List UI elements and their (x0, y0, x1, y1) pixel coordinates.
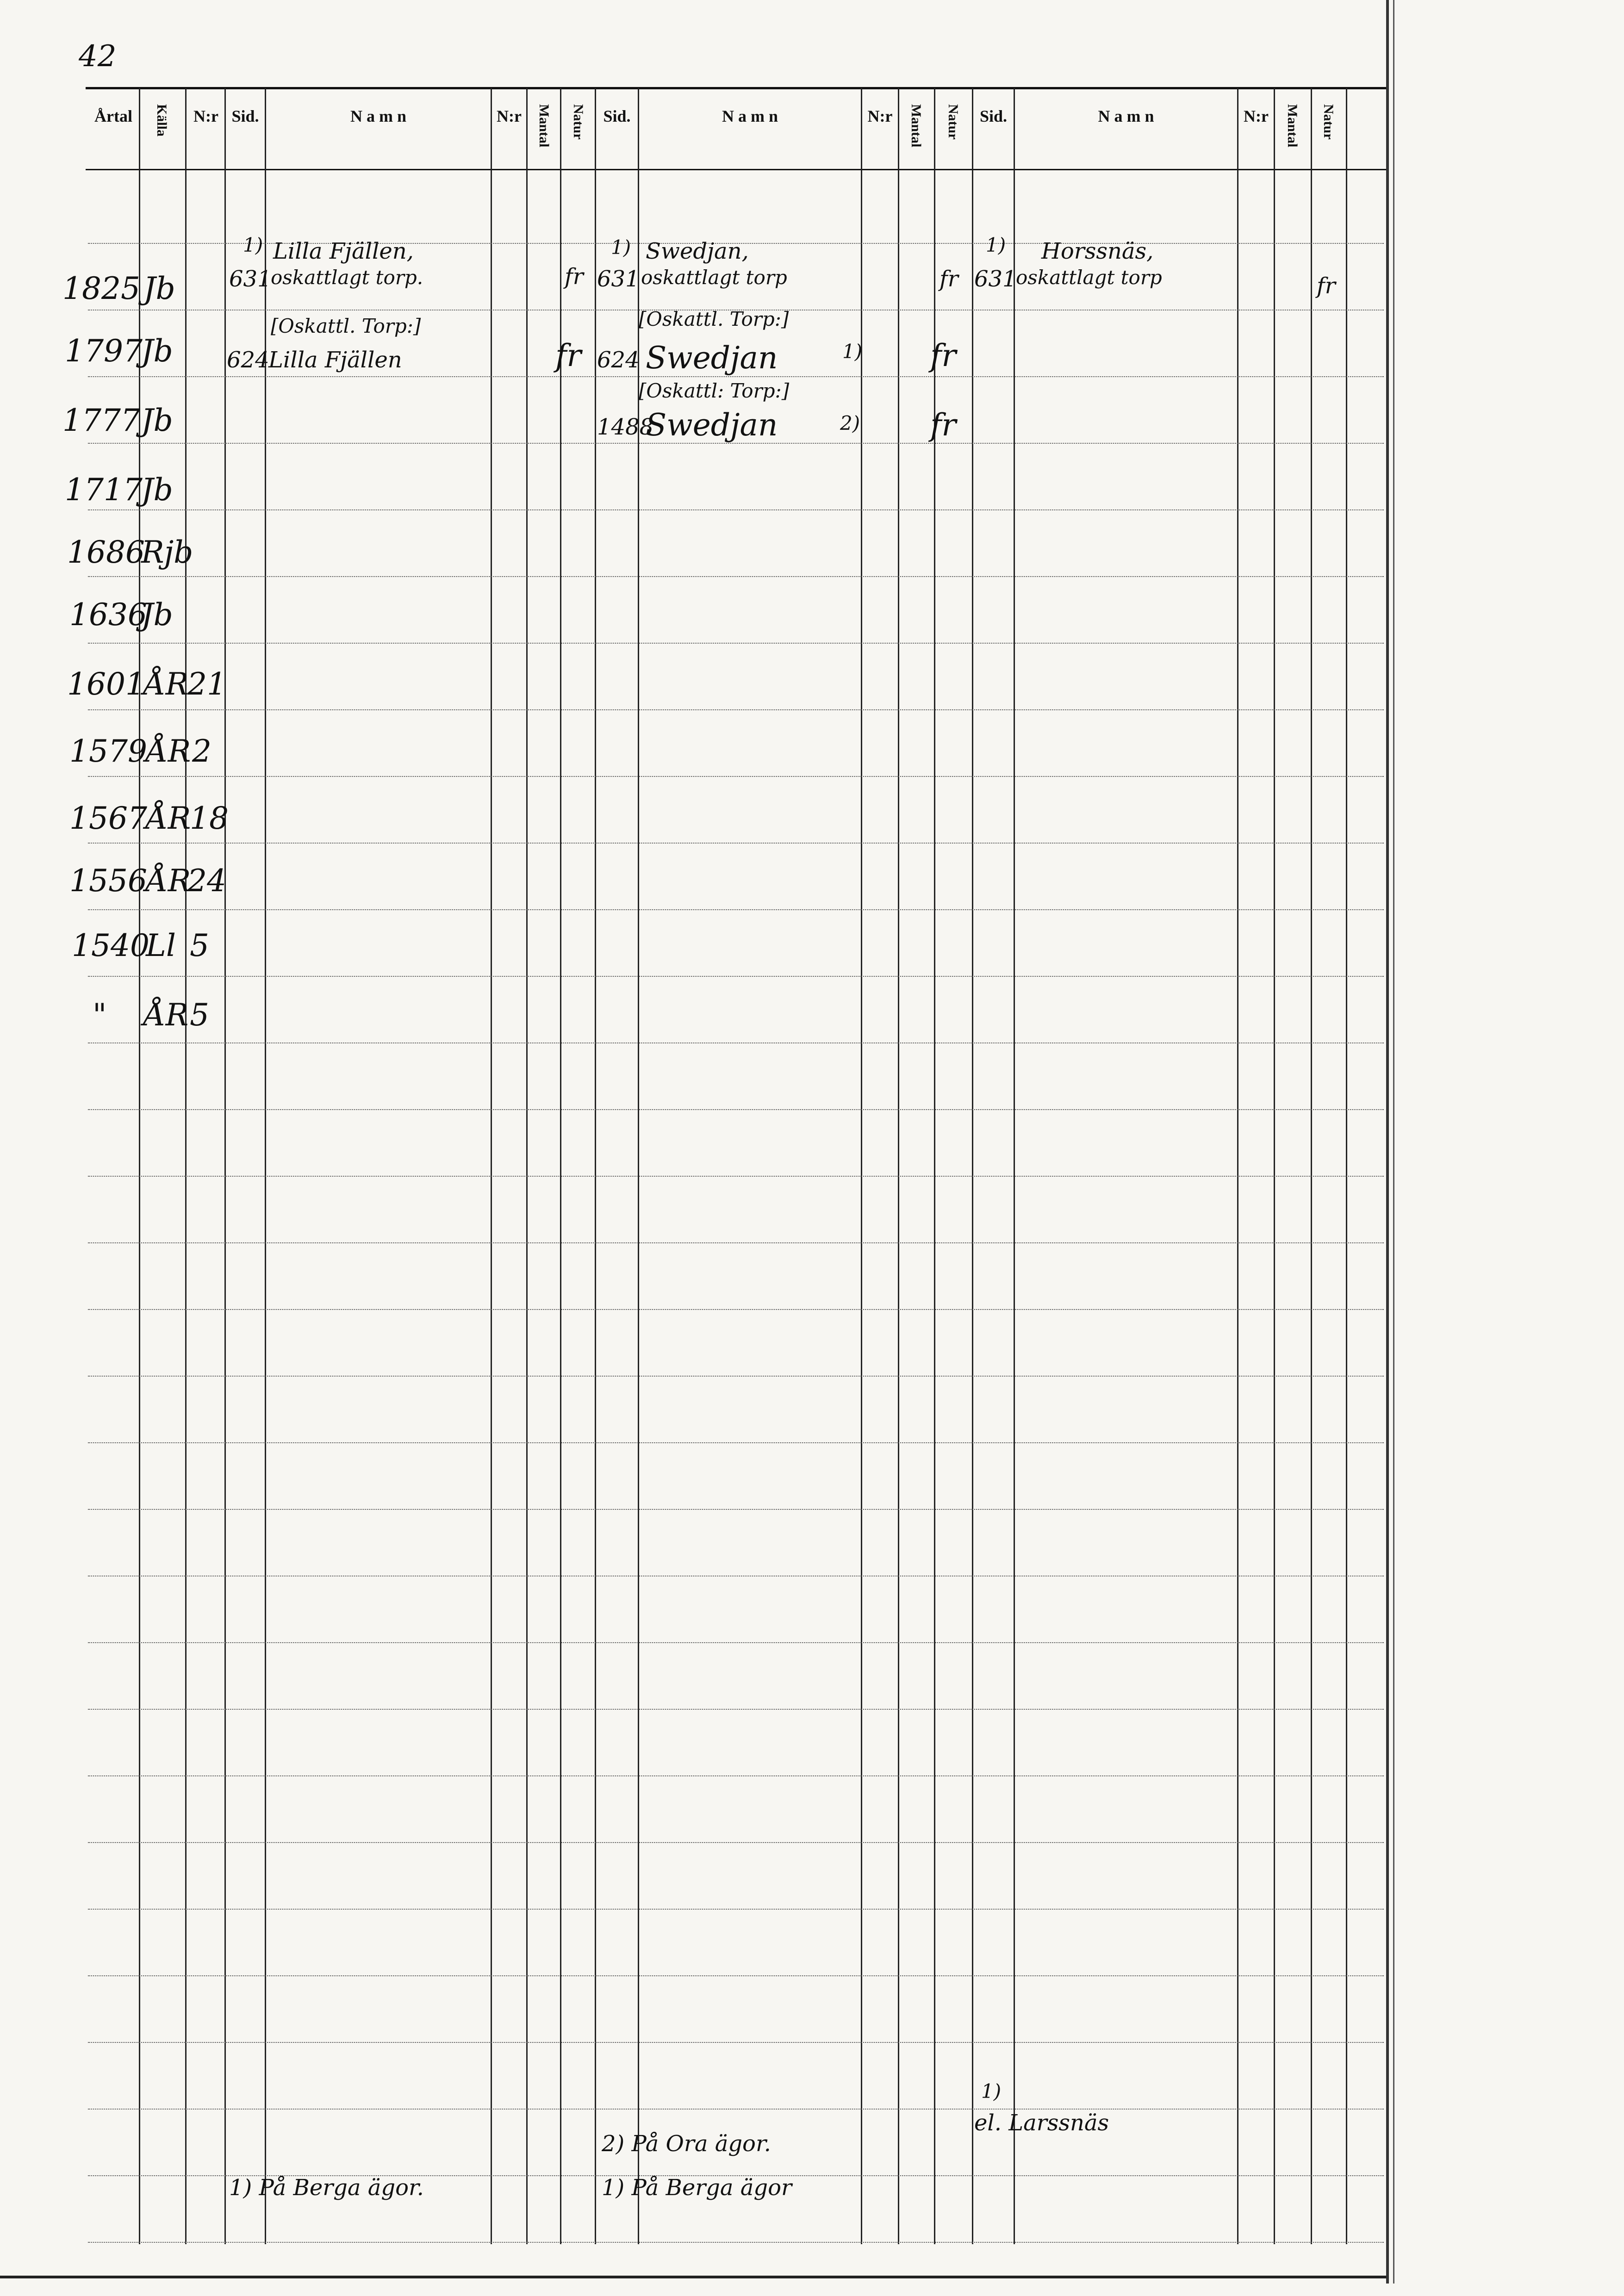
page-right-edge (1386, 0, 1389, 2284)
ruled-line (88, 2242, 1384, 2243)
col-line (560, 88, 561, 2244)
ruled-line (88, 1376, 1384, 1377)
year-cell: 1636 (69, 597, 147, 633)
footnote-mark: 2) (840, 412, 860, 434)
source-cell: ÅR (143, 997, 189, 1033)
ruled-line (88, 643, 1384, 644)
ruled-line (88, 909, 1384, 910)
header-sid: Sid. (603, 107, 631, 125)
natur-cell: fr (930, 338, 956, 373)
nr-cell: 21 (187, 666, 226, 702)
col-line (972, 88, 973, 2244)
col-line (1014, 88, 1015, 2244)
sid-cell: 624 (597, 347, 640, 373)
ruled-line (88, 443, 1384, 444)
footnote: 1) På Berga ägor. (229, 2175, 424, 2201)
col-line (638, 88, 639, 2244)
header-natur: Natur (571, 104, 586, 140)
year-cell: 1556 (69, 863, 147, 899)
ruled-line (88, 1909, 1384, 1910)
ruled-line (88, 776, 1384, 777)
bracket-note: [Oskattl. Torp:] (271, 315, 421, 337)
footnote-mark: 1) (842, 340, 863, 363)
sid-cell: 631 (597, 266, 640, 292)
ruled-line (88, 709, 1384, 710)
name-cell: Horssnäs, (1041, 238, 1154, 264)
source-cell: ÅR (146, 733, 191, 769)
name-cell: Swedjan (646, 407, 778, 443)
ruled-line (88, 1442, 1384, 1443)
sid-cell: 631 (229, 266, 272, 292)
year-cell: 1717 (65, 472, 143, 508)
nr-cell: 5 (190, 997, 209, 1033)
page-right-edge-2 (1393, 0, 1394, 2284)
ruled-line (88, 1842, 1384, 1843)
ruled-line (88, 509, 1384, 510)
year-cell: " (93, 997, 107, 1033)
bracket-note: [Oskattl: Torp:] (639, 379, 790, 402)
natur-cell: fr (930, 407, 956, 443)
ruled-line (88, 1642, 1384, 1643)
year-cell: 1579 (69, 733, 147, 769)
natur-cell: fr (565, 264, 584, 290)
header-nr2: N:r (1244, 107, 1269, 125)
header-namn: N a m n (1098, 107, 1154, 125)
header-namn: N a m n (722, 107, 778, 125)
source-cell: Jb (143, 271, 175, 306)
top-rule (86, 87, 1386, 89)
source-cell: ÅR (146, 863, 191, 899)
sid-cell: 624 (227, 347, 269, 373)
sid-cell: 1488 (597, 414, 654, 440)
header-mantal: Mantal (1285, 104, 1300, 148)
ruled-line (88, 2109, 1384, 2110)
page-number: 42 (79, 39, 117, 74)
source-cell: ÅR (143, 666, 189, 702)
page-bottom-rule (0, 2276, 1388, 2278)
footnote-mark: 1) (981, 2080, 1002, 2103)
header-nr2: N:r (867, 107, 893, 125)
year-cell: 1540 (72, 928, 149, 963)
header-mantal: Mantal (536, 104, 552, 148)
ruled-line (88, 1509, 1384, 1510)
footnote: el. Larssnäs (974, 2110, 1109, 2136)
col-line (1311, 88, 1312, 2244)
source-cell: Jb (141, 472, 173, 508)
col-line (898, 88, 899, 2244)
name-cell: Swedjan, (646, 238, 749, 264)
footnote-mark: 1) (611, 236, 631, 259)
ruled-line (88, 1109, 1384, 1110)
nr-cell: 24 (187, 863, 226, 899)
header-natur: Natur (946, 104, 961, 140)
ruled-line (88, 576, 1384, 577)
source-cell: Jb (141, 333, 173, 369)
name-cell: Lilla Fjällen (268, 347, 402, 373)
header-sid: Sid. (979, 107, 1008, 125)
source-cell: Jb (141, 403, 173, 438)
footnote: 1) På Berga ägor (602, 2175, 792, 2201)
ruled-line (88, 976, 1384, 977)
col-line (265, 88, 266, 2244)
col-line (1237, 88, 1238, 2244)
ruled-line (88, 1775, 1384, 1776)
col-line (526, 88, 528, 2244)
name-cell: oskattlagt torp (1016, 266, 1162, 289)
header-artal: Årtal (94, 107, 132, 125)
header-nr2: N:r (497, 107, 522, 125)
source-cell: Ll (146, 928, 176, 963)
year-cell: 1601 (67, 666, 145, 702)
col-line (595, 88, 596, 2244)
name-cell: oskattlagt torp (641, 266, 787, 289)
source-cell: Rjb (141, 534, 193, 570)
col-line (491, 88, 492, 2244)
footnote-mark: 1) (986, 234, 1006, 256)
footnote-mark: 1) (243, 234, 263, 256)
col-line (1346, 88, 1347, 2244)
ruled-line (88, 1242, 1384, 1243)
header-nr: N:r (193, 107, 218, 125)
source-cell: Jb (141, 597, 173, 633)
nr-cell: 18 (190, 800, 229, 836)
year-cell: 1567 (69, 800, 147, 836)
natur-cell: fr (1317, 273, 1336, 299)
footnote: 2) På Ora ägor. (602, 2131, 771, 2157)
header-natur: Natur (1321, 104, 1336, 140)
sid-cell: 631 (974, 266, 1017, 292)
name-cell: Lilla Fjällen, (273, 238, 414, 264)
name-cell: Swedjan (646, 340, 778, 376)
natur-cell: fr (940, 266, 958, 292)
ruled-line (88, 376, 1384, 377)
ruled-line (88, 1309, 1384, 1310)
bracket-note: [Oskattl. Torp:] (639, 308, 789, 330)
header-sid: Sid. (231, 107, 259, 125)
natur-cell: fr (555, 338, 581, 373)
name-cell: oskattlagt torp. (271, 266, 423, 289)
ruled-line (88, 843, 1384, 844)
year-cell: 1777 (62, 403, 140, 438)
col-line (1274, 88, 1275, 2244)
header-namn: N a m n (350, 107, 406, 125)
ruled-line (88, 1709, 1384, 1710)
col-line (861, 88, 862, 2244)
col-line (185, 88, 187, 2244)
source-cell: ÅR (146, 800, 191, 836)
year-cell: 1825 (62, 271, 140, 306)
ruled-line (88, 1975, 1384, 1976)
year-cell: 1797 (65, 333, 143, 369)
col-line (224, 88, 226, 2244)
ruled-line (88, 1176, 1384, 1177)
header-bottom-rule (86, 169, 1386, 170)
nr-cell: 2 (192, 733, 212, 769)
header-kalla: Källa (154, 104, 169, 137)
ruled-line (88, 2042, 1384, 2043)
nr-cell: 5 (190, 928, 209, 963)
header-mantal: Mantal (908, 104, 924, 148)
year-cell: 1686 (67, 534, 145, 570)
